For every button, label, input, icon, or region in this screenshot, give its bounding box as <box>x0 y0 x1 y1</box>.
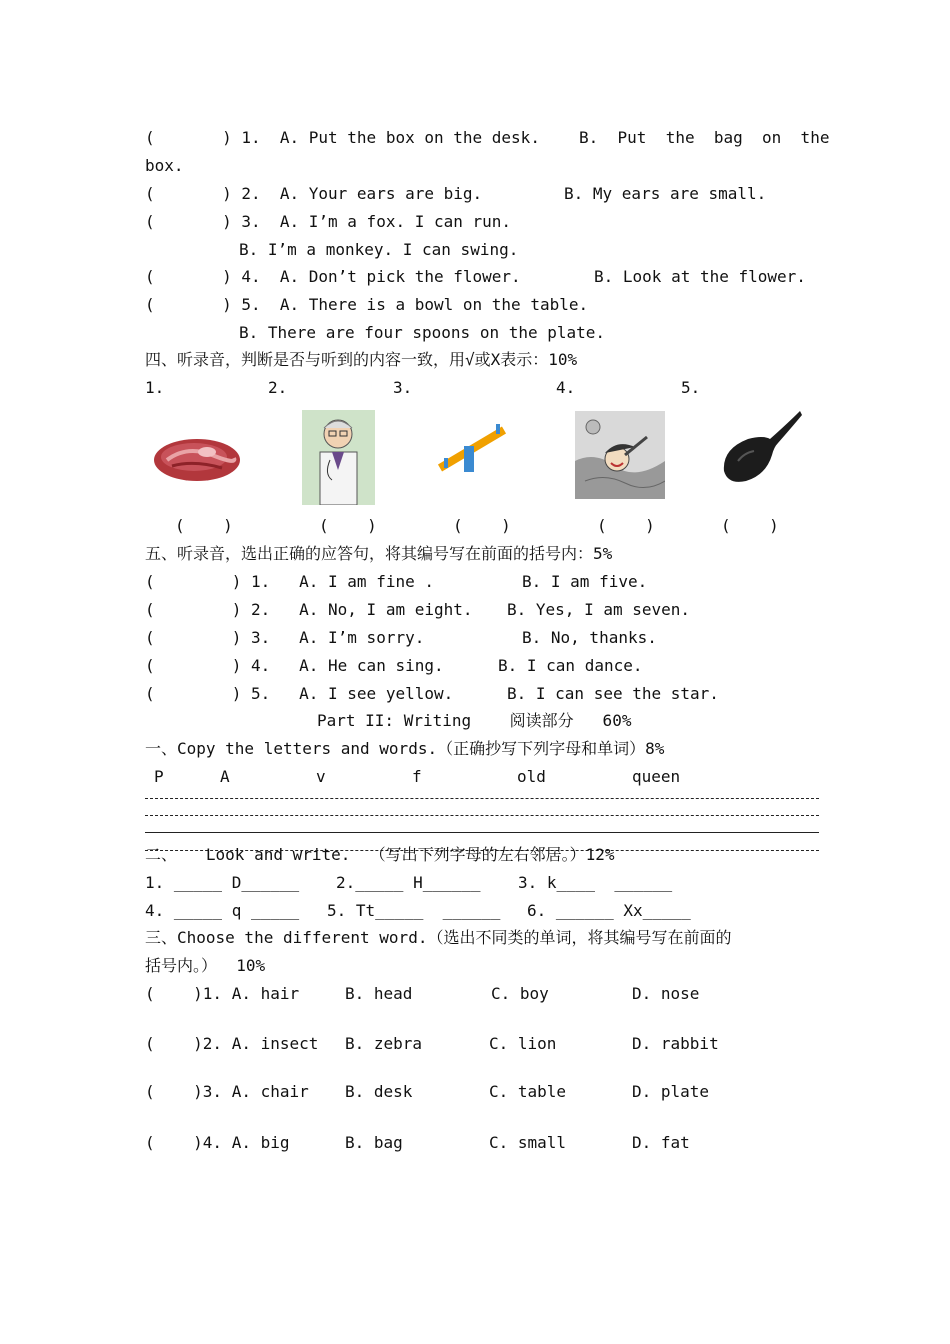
option-b: B. Put the bag on the <box>579 128 830 147</box>
choice-option: B. zebra <box>345 1034 423 1053</box>
item-number: 4. <box>556 378 576 397</box>
question-line: ( ) 1. A. Put the box on the desk. <box>145 128 540 147</box>
choice-option: B. head <box>345 984 413 1003</box>
item-number: 2. <box>268 378 288 397</box>
choice-question: ( )4. A. big <box>145 1133 290 1152</box>
choice-option: B. bag <box>345 1133 403 1152</box>
section-title-continuation: 括号内。） 10% <box>145 956 266 975</box>
question-line: ( ) 3. A. I’m sorry. <box>145 628 425 647</box>
writing-line-dashed[interactable] <box>145 815 819 816</box>
answer-bracket[interactable]: ( ) <box>319 516 377 535</box>
question-line: ( ) 1. A. I am fine . <box>145 572 434 591</box>
option-b: B. Look at the flower. <box>594 267 806 286</box>
section-title: 三、Choose the different word.（选出不同类的单词，将其编号写在前面的 <box>145 928 732 947</box>
copy-letter: f <box>412 767 422 786</box>
item-number: 1. <box>145 378 165 397</box>
choice-option: D. nose <box>632 984 700 1003</box>
fill-item[interactable]: 2._____ H______ <box>336 873 481 892</box>
copy-letter: v <box>316 767 326 786</box>
choice-option: D. plate <box>632 1082 710 1101</box>
question-line: ( ) 4. A. He can sing. <box>145 656 444 675</box>
option-b: B. Yes, I am seven. <box>507 600 691 619</box>
question-line: ( ) 4. A. Don’t pick the flower. <box>145 267 521 286</box>
choice-question: ( )2. A. insect <box>145 1034 319 1053</box>
choice-option: C. lion <box>489 1034 557 1053</box>
copy-letter: P <box>154 767 164 786</box>
section-title: 一、Copy the letters and words.（正确抄写下列字母和单词）8% <box>145 739 665 758</box>
fill-item[interactable]: 1. _____ D______ <box>145 873 300 892</box>
doctor-icon <box>302 410 375 505</box>
copy-word: old <box>517 767 546 786</box>
answer-bracket[interactable]: ( ) <box>453 516 511 535</box>
fill-item[interactable]: 5. Tt_____ ______ <box>327 901 501 920</box>
option-b: B. I’m a monkey. I can swing. <box>239 240 519 259</box>
item-number: 5. <box>681 378 701 397</box>
choice-option: C. small <box>489 1133 567 1152</box>
copy-letter: A <box>220 767 230 786</box>
question-line: ( ) 2. A. Your ears are big. <box>145 184 483 203</box>
choice-question: ( )1. A. hair <box>145 984 300 1003</box>
fill-item[interactable]: 4. _____ q _____ <box>145 901 300 920</box>
item-number: 3. <box>393 378 413 397</box>
fill-item[interactable]: 6. ______ Xx_____ <box>527 901 691 920</box>
answer-bracket[interactable]: ( ) <box>175 516 233 535</box>
question-line: ( ) 3. A. I’m a fox. I can run. <box>145 212 512 231</box>
fill-item[interactable]: 3. k____ ______ <box>518 873 673 892</box>
seesaw-icon <box>436 420 508 475</box>
choice-option: C. boy <box>491 984 549 1003</box>
swimming-icon <box>575 411 665 499</box>
answer-bracket[interactable]: ( ) <box>721 516 779 535</box>
meat-icon <box>152 430 242 485</box>
section-title: 二、 Look and write. （写出下列字母的左右邻居。）12% <box>145 845 615 864</box>
section-title: 四、听录音，判断是否与听到的内容一致，用√或X表示：10% <box>145 350 578 369</box>
option-b: B. I can see the star. <box>507 684 719 703</box>
copy-word: queen <box>632 767 681 786</box>
option-b: B. I can dance. <box>498 656 643 675</box>
writing-line-solid[interactable] <box>145 832 819 833</box>
choice-option: D. rabbit <box>632 1034 719 1053</box>
choice-option: B. desk <box>345 1082 413 1101</box>
option-b: B. I am five. <box>522 572 648 591</box>
part-title: Part II: Writing 阅读部分 60% <box>317 711 632 730</box>
choice-question: ( )3. A. chair <box>145 1082 309 1101</box>
question-line: ( ) 2. A. No, I am eight. <box>145 600 473 619</box>
writing-line-dashed[interactable] <box>145 798 819 799</box>
choice-option: C. table <box>489 1082 567 1101</box>
question-line: ( ) 5. A. I see yellow. <box>145 684 454 703</box>
option-b: B. No, thanks. <box>522 628 657 647</box>
choice-option: D. fat <box>632 1133 690 1152</box>
spoon-icon <box>718 409 803 487</box>
question-line: ( ) 5. A. There is a bowl on the table. <box>145 295 589 314</box>
option-b: B. There are four spoons on the plate. <box>239 323 606 342</box>
answer-bracket[interactable]: ( ) <box>597 516 655 535</box>
option-b: B. My ears are small. <box>564 184 767 203</box>
section-title: 五、听录音，选出正确的应答句，将其编号写在前面的括号内：5% <box>145 544 613 563</box>
option-continuation: box. <box>145 156 184 175</box>
